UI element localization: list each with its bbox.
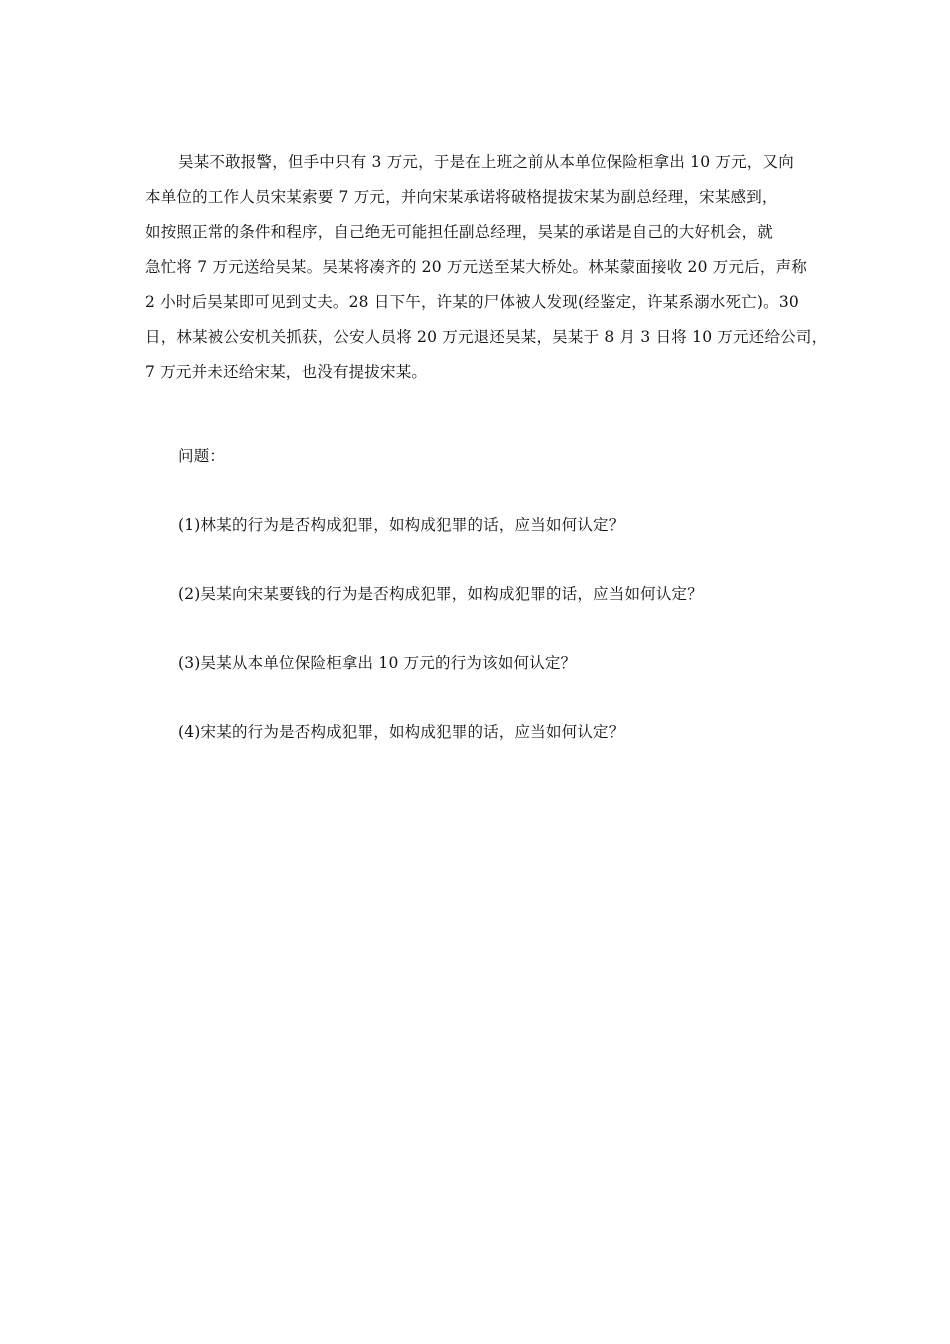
paragraph-line: 吴某不敢报警，但手中只有 3 万元，于是在上班之前从本单位保险柜拿出 10 万元，又向 xyxy=(178,153,794,171)
paragraph-line: 7 万元并未还给宋某，也没有提拔宋某。 xyxy=(145,363,428,381)
question-item: (4)宋某的行为是否构成犯罪，如构成犯罪的话，应当如何认定？ xyxy=(178,723,625,741)
question-item: (1)林某的行为是否构成犯罪，如构成犯罪的话，应当如何认定？ xyxy=(178,516,625,534)
question-item: (2)吴某向宋某要钱的行为是否构成犯罪，如构成犯罪的话，应当如何认定？ xyxy=(178,585,703,603)
paragraph-line: 急忙将 7 万元送给吴某。吴某将凑齐的 20 万元送至某大桥处。林某蒙面接收 20 万元后，声称 xyxy=(145,258,807,276)
paragraph-line: 2 小时后吴某即可见到丈夫。28 日下午，许某的尸体被人发现(经鉴定，许某系溺水死亡)。30 xyxy=(145,293,799,311)
question-item: (3)吴某从本单位保险柜拿出 10 万元的行为该如何认定？ xyxy=(178,654,577,672)
paragraph-line: 如按照正常的条件和程序，自己绝无可能担任副总经理，吴某的承诺是自己的大好机会，就 xyxy=(145,223,774,241)
paragraph-line: 日，林某被公安机关抓获，公安人员将 20 万元退还吴某，吴某于 8 月 3 日将 10 万元还给公司， xyxy=(145,328,828,346)
questions-heading: 问题： xyxy=(178,447,226,465)
paragraph-line: 本单位的工作人员宋某索要 7 万元，并向宋某承诺将破格提拔宋某为副总经理，宋某感到， xyxy=(145,188,778,206)
